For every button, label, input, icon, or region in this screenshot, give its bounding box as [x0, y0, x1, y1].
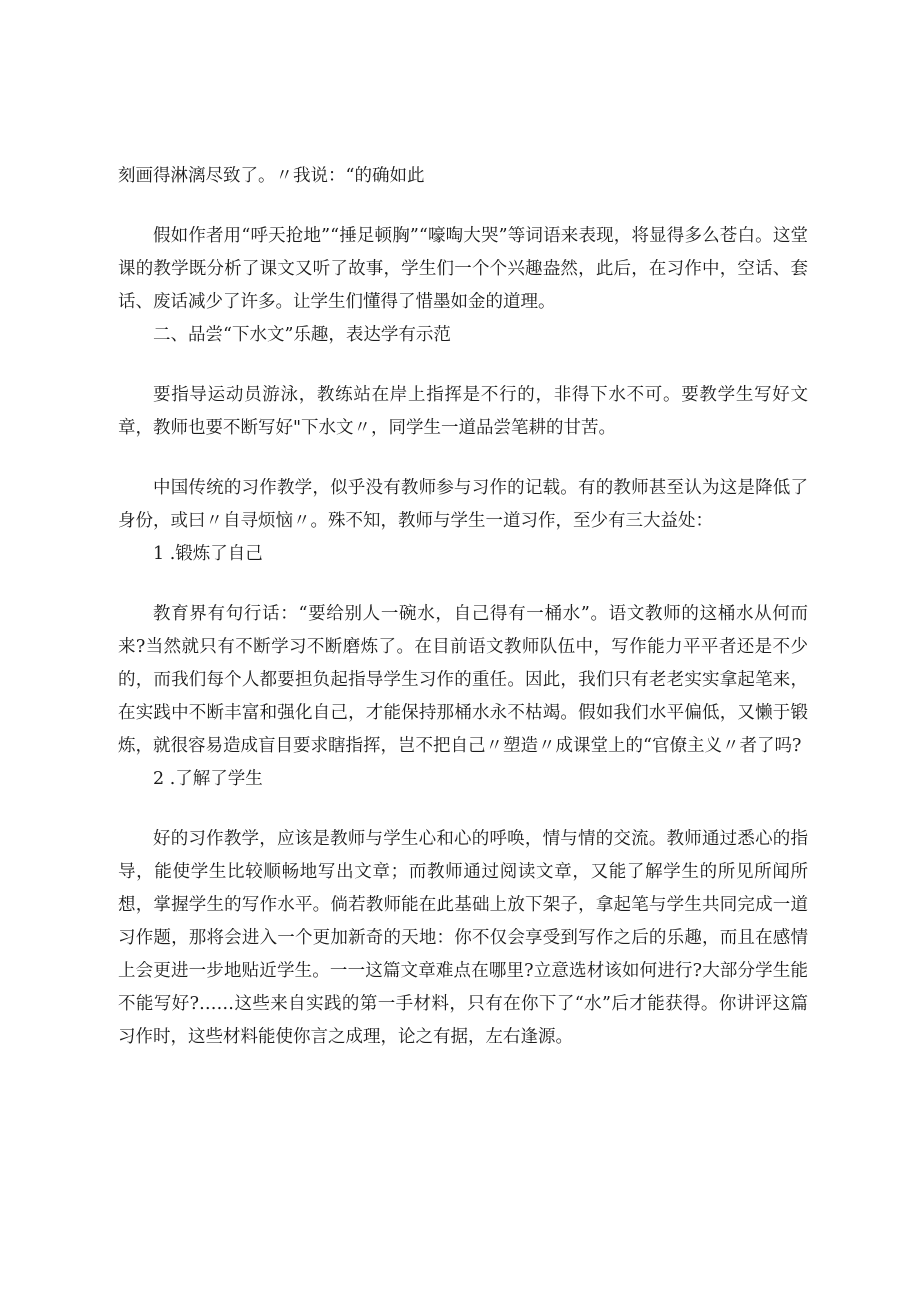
subheading-1: 1 .锻炼了自己	[153, 544, 263, 564]
paragraph-2: 要指导运动员游泳，教练站在岸上指挥是不行的，非得下水不可。要教学生写好文章，教师也要不断写好"下水文〃，同学生一道品尝笔耕的甘苦。	[118, 385, 808, 438]
document-page	[118, 160, 808, 1054]
paragraph-1: 假如作者用“呼天抢地”“捶足顿胸”“嚎啕大哭”等词语来表现，将显得多么苍白。这堂课的教学既分析了课文又听了故事，学生们一个个兴趣盎然，此后，在习作中，空话、套话、废话减少了许多。让学生们懂得了惜墨如金的道理。	[118, 226, 808, 312]
paragraph-5: 好的习作教学，应该是教师与学生心和心的呼唤，情与情的交流。教师通过悉心的指导，能使学生比较顺畅地写出文章；而教师通过阅读文章，又能了解学生的所见所闻所想，掌握学生的写作水平。倘若教师能在此基础上放下架子，拿起笔与学生共同完成一道习作题，那将会进入一个更加新奇的天地：你不仅会享受到写作之后的乐趣，而且在感情上会更进一步地贴近学生。一一这篇文章难点在哪里?立意选材该如何进行?大部分学生能不能写好?……这些来自实践的第一手材料，只有在你下了“水”后才能获得。你讲评这篇习作时，这些材料能使你言之成理，论之有据，左右逢源。	[118, 829, 808, 1047]
section-heading-2: 二、品尝“下水文”乐趣，表达学有示范	[153, 325, 451, 345]
subheading-2: 2 .了解了学生	[153, 769, 263, 789]
paragraph-4: 教育界有句行话：“要给别人一碗水，自己得有一桶水”。语文教师的这桶水从何而来?当然就只有不断学习不断磨炼了。在目前语文教师队伍中，写作能力平平者还是不少的，而我们每个人都要担负起指导学生习作的重任。因此，我们只有老老实实拿起笔来，在实践中不断丰富和强化自己，才能保持那桶水永不枯竭。假如我们水平偏低，又懒于锻炼，就很容易造成盲目要求瞎指挥，岂不把自己〃塑造〃成课堂上的“官僚主义〃者了吗?	[118, 604, 808, 756]
paragraph-continuation: 刻画得淋漓尽致了。〃我说：“的确如此	[118, 166, 425, 186]
paragraph-3: 中国传统的习作教学，似乎没有教师参与习作的记载。有的教师甚至认为这是降低了身份，或曰〃自寻烦恼〃。殊不知，教师与学生一道习作，至少有三大益处：	[118, 478, 808, 531]
